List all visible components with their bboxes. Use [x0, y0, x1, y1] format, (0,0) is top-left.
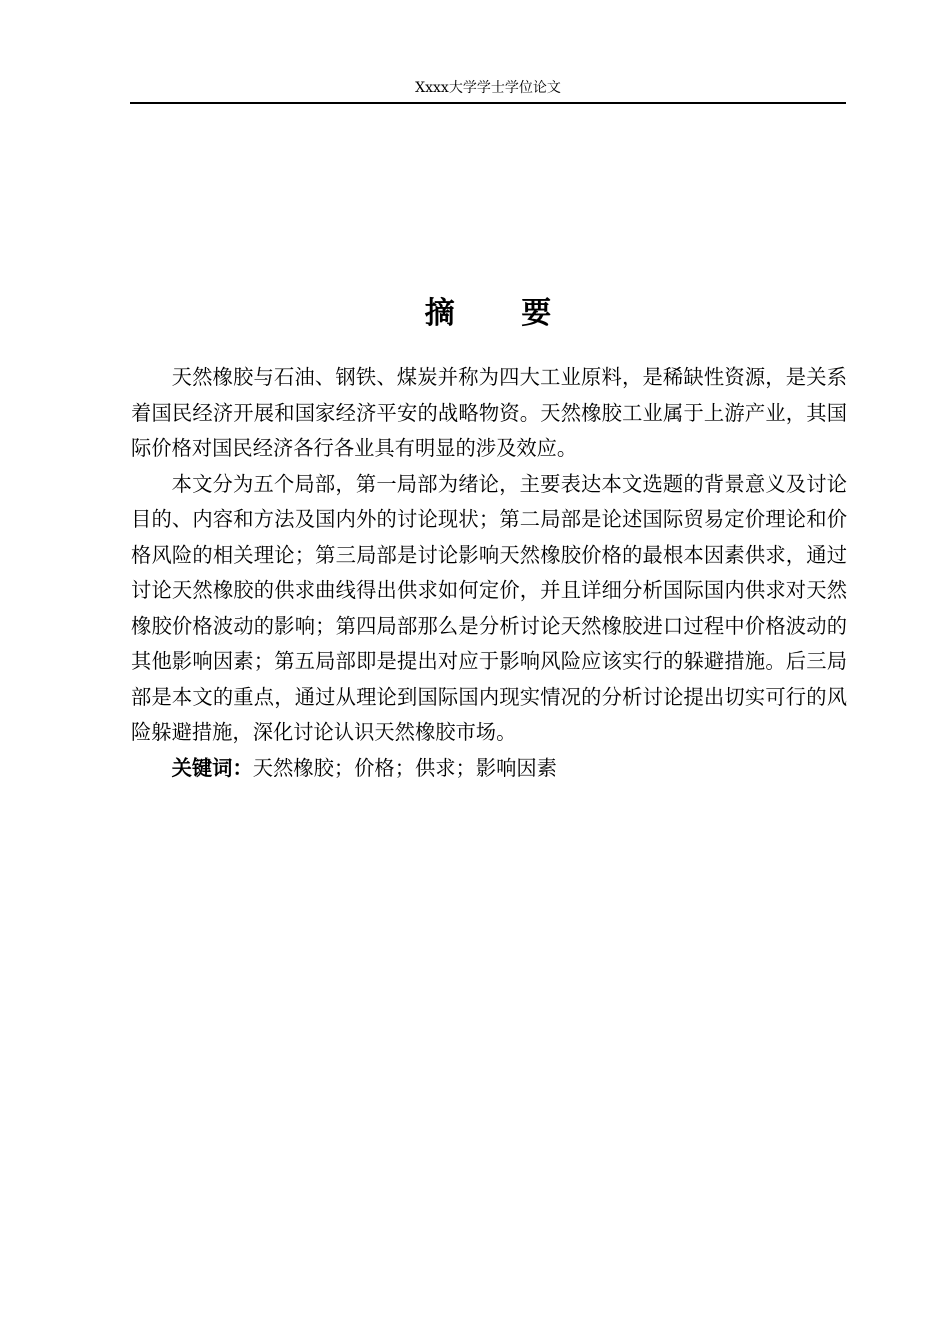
- page-header: [130, 78, 846, 104]
- header-text: Xxxx大学学士学位论文: [415, 80, 561, 96]
- abstract-body: [131, 360, 847, 786]
- abstract-paragraph-1: 天然橡胶与石油、钢铁、煤炭并称为四大工业原料，是稀缺性资源，是关系着国民经济开展和国家经济平安的战略物资。天然橡胶工业属于上游产业，其国际价格对国民经济各行各业具有明显的涉及效应。: [131, 365, 847, 460]
- keywords-label: 关键词：: [171, 755, 253, 780]
- abstract-title: 摘 要: [424, 296, 580, 331]
- keywords-line: [131, 751, 847, 787]
- keywords-text: 天然橡胶；价格；供求；影响因素: [252, 755, 557, 780]
- abstract-paragraph-2: 本文分为五个局部，第一局部为绪论，主要表达本文选题的背景意义及讨论目的、内容和方法及国内外的讨论现状；第二局部是论述国际贸易定价理论和价格风险的相关理论；第三局部是讨论影响天然橡胶价格的最根本因素供求，通过讨论天然橡胶的供求曲线得出供求如何定价，并且详细分析国际国内供求对天然橡胶价格波动的影响；第四局部那么是分析讨论天然橡胶进口过程中价格波动的其他影响因素；第五局部即是提出对应于影响风险应该实行的躲避措施。后三局部是本文的重点，通过从理论到国际国内现实情况的分析讨论提出切实可行的风险躲避措施，深化讨论认识天然橡胶市场。: [131, 471, 847, 744]
